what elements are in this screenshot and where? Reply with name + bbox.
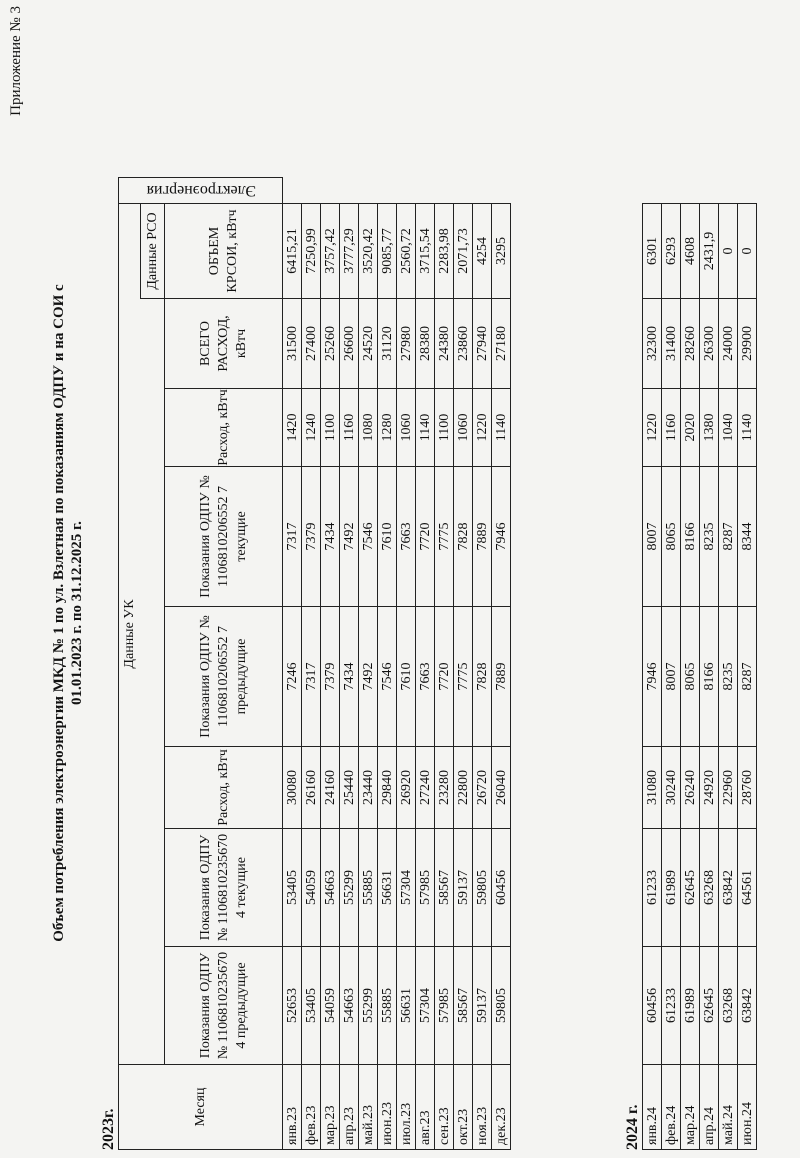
value-cell: 7720 [416,467,435,607]
value-cell: 57304 [416,947,435,1065]
table-row [719,20,738,1150]
value-cell: 61233 [643,829,662,947]
header-total-expense: ВСЕГО РАСХОД, кВтч [165,299,283,389]
value-cell: 54059 [321,947,340,1065]
value-cell: 8344 [738,467,757,607]
month-cell: июн.23 [378,1065,397,1150]
value-cell: 28260 [681,299,700,389]
value-cell: 1060 [397,389,416,467]
value-cell: 6301 [643,204,662,299]
value-cell: 7610 [397,607,416,747]
value-cell: 24000 [719,299,738,389]
value-cell: 7546 [378,607,397,747]
value-cell: 7828 [473,607,492,747]
value-cell: 55885 [359,829,378,947]
value-cell: 63268 [700,829,719,947]
value-cell: 1240 [302,389,321,467]
value-cell: 1140 [492,389,511,467]
value-cell: 26160 [302,747,321,829]
value-cell: 7246 [283,607,302,747]
value-cell: 63842 [719,829,738,947]
title-line-2: 01.01.2023 г. по 31.12.2025 г. [69,521,85,705]
value-cell: 0 [738,204,757,299]
value-cell: 27980 [397,299,416,389]
header-month: Месяц [119,1065,283,1150]
month-cell: окт.23 [454,1065,473,1150]
value-cell: 2071,73 [454,204,473,299]
value-cell: 1060 [454,389,473,467]
value-cell: 1100 [435,389,454,467]
value-cell: 64561 [738,829,757,947]
value-cell: 55299 [359,947,378,1065]
table-row [662,20,681,1150]
header-krsoi-volume: ОБЪЕМ КРСОИ, кВтч [165,204,283,299]
value-cell: 58567 [454,947,473,1065]
value-cell: 3520,42 [359,204,378,299]
value-cell: 7663 [397,467,416,607]
value-cell: 2560,72 [397,204,416,299]
value-cell: 29900 [738,299,757,389]
month-cell: фев.24 [662,1065,681,1150]
value-cell: 57985 [435,947,454,1065]
value-cell: 59805 [492,947,511,1065]
table-row [435,20,454,1150]
value-cell: 55299 [340,829,359,947]
value-cell: 0 [719,204,738,299]
value-cell: 2431,9 [700,204,719,299]
value-cell: 7946 [492,467,511,607]
title-line-1: Объем потребления электроэнергии МКД № 1 по ул. Взлетная по показаниям ОДПУ и на СОИ с [51,284,67,942]
value-cell: 26920 [397,747,416,829]
table-row [454,20,473,1150]
table-row [643,20,662,1150]
value-cell: 61989 [681,947,700,1065]
table-row [321,20,340,1150]
value-cell: 7720 [435,607,454,747]
value-cell: 7775 [435,467,454,607]
month-cell: дек.23 [492,1065,511,1150]
value-cell: 7546 [359,467,378,607]
value-cell: 8065 [681,607,700,747]
value-cell: 52653 [283,947,302,1065]
value-cell: 7250,99 [302,204,321,299]
value-cell: 59805 [473,829,492,947]
month-cell: фев.23 [302,1065,321,1150]
value-cell: 7434 [340,607,359,747]
value-cell: 4254 [473,204,492,299]
value-cell: 23440 [359,747,378,829]
value-cell: 1100 [321,389,340,467]
value-cell: 1280 [378,389,397,467]
value-cell: 24380 [435,299,454,389]
header-odpu2-prev: Показания ОДПУ № 1106810206552 7 предыдущие [165,607,283,747]
table-row [738,20,757,1150]
value-cell: 63268 [719,947,738,1065]
value-cell: 7946 [643,607,662,747]
value-cell: 54663 [340,947,359,1065]
year-2023-label: 2023г. [100,1108,117,1150]
value-cell: 26600 [340,299,359,389]
value-cell: 62645 [700,947,719,1065]
month-cell: май.24 [719,1065,738,1150]
value-cell: 7889 [492,607,511,747]
header-odpu2-expense: Расход, кВтч [165,389,283,467]
value-cell: 32300 [643,299,662,389]
value-cell: 31080 [643,747,662,829]
value-cell: 6415,21 [283,204,302,299]
side-header-electricity: Электроэнергия [119,178,283,204]
value-cell: 8166 [681,467,700,607]
month-cell: апр.23 [340,1065,359,1150]
value-cell: 26240 [681,747,700,829]
table-row [378,20,397,1150]
value-cell: 1040 [719,389,738,467]
value-cell: 60456 [492,829,511,947]
value-cell: 56631 [397,947,416,1065]
value-cell: 8287 [738,607,757,747]
value-cell: 3777,29 [340,204,359,299]
value-cell: 54059 [302,829,321,947]
value-cell: 1160 [340,389,359,467]
table-row [283,20,302,1150]
table-row [359,20,378,1150]
month-cell: ноя.23 [473,1065,492,1150]
year-2024-label: 2024 г. [624,1104,641,1150]
table-row [700,20,719,1150]
value-cell: 7492 [340,467,359,607]
table-row [397,20,416,1150]
value-cell: 61989 [662,829,681,947]
value-cell: 63842 [738,947,757,1065]
value-cell: 22960 [719,747,738,829]
value-cell: 3295 [492,204,511,299]
value-cell: 2020 [681,389,700,467]
value-cell: 53405 [302,947,321,1065]
header-odpu1-prev: Показания ОДПУ № 1106810235670 4 предыдущие [165,947,283,1065]
value-cell: 8007 [643,467,662,607]
value-cell: 7889 [473,467,492,607]
month-cell: сен.23 [435,1065,454,1150]
value-cell: 31500 [283,299,302,389]
value-cell: 29840 [378,747,397,829]
header-odpu1-cur: Показания ОДПУ № 1106810235670 4 текущие [165,829,283,947]
value-cell: 1140 [738,389,757,467]
value-cell: 3757,42 [321,204,340,299]
value-cell: 30080 [283,747,302,829]
value-cell: 7492 [359,607,378,747]
month-cell: июл.23 [397,1065,416,1150]
table-row [681,20,700,1150]
consumption-table-2024 [642,19,757,1150]
value-cell: 59137 [473,947,492,1065]
value-cell: 23860 [454,299,473,389]
value-cell: 1420 [283,389,302,467]
header-rso-group: Данные РСО [141,204,165,299]
value-cell: 8007 [662,607,681,747]
header-odpu1-expense: Расход, кВтч [165,747,283,829]
month-cell: мар.23 [321,1065,340,1150]
month-cell: июн.24 [738,1065,757,1150]
value-cell: 7775 [454,607,473,747]
table-row [473,20,492,1150]
value-cell: 62645 [681,829,700,947]
table-row [340,20,359,1150]
value-cell: 8065 [662,467,681,607]
table-row [302,20,321,1150]
value-cell: 1160 [662,389,681,467]
header-odpu2-cur: Показания ОДПУ № 1106810206552 7 текущие [165,467,283,607]
value-cell: 4608 [681,204,700,299]
value-cell: 26040 [492,747,511,829]
month-cell: май.23 [359,1065,378,1150]
value-cell: 23280 [435,747,454,829]
value-cell: 1220 [643,389,662,467]
value-cell: 7663 [416,607,435,747]
value-cell: 7379 [302,467,321,607]
value-cell: 27180 [492,299,511,389]
value-cell: 1220 [473,389,492,467]
value-cell: 3715,54 [416,204,435,299]
header-uk-group: Данные УК [119,204,141,1065]
value-cell: 57985 [416,829,435,947]
value-cell: 8287 [719,467,738,607]
table-row [492,20,511,1150]
value-cell: 7610 [378,467,397,607]
value-cell: 7317 [302,607,321,747]
value-cell: 26720 [473,747,492,829]
value-cell: 31120 [378,299,397,389]
value-cell: 8235 [700,467,719,607]
value-cell: 1380 [700,389,719,467]
value-cell: 28380 [416,299,435,389]
value-cell: 27240 [416,747,435,829]
value-cell: 59137 [454,829,473,947]
value-cell: 30240 [662,747,681,829]
value-cell: 1080 [359,389,378,467]
value-cell: 7828 [454,467,473,607]
value-cell: 7434 [321,467,340,607]
value-cell: 24520 [359,299,378,389]
value-cell: 28760 [738,747,757,829]
value-cell: 60456 [643,947,662,1065]
value-cell: 24160 [321,747,340,829]
value-cell: 25260 [321,299,340,389]
document-title [50,198,86,1028]
value-cell: 26300 [700,299,719,389]
value-cell: 1140 [416,389,435,467]
month-cell: авг.23 [416,1065,435,1150]
value-cell: 7317 [283,467,302,607]
appendix-label: Приложение № 3 [8,6,24,116]
table-row [416,20,435,1150]
month-cell: янв.23 [283,1065,302,1150]
value-cell: 57304 [397,829,416,947]
value-cell: 58567 [435,829,454,947]
value-cell: 9085,77 [378,204,397,299]
value-cell: 53405 [283,829,302,947]
value-cell: 7379 [321,607,340,747]
value-cell: 27400 [302,299,321,389]
month-cell: апр.24 [700,1065,719,1150]
value-cell: 55885 [378,947,397,1065]
value-cell: 8235 [719,607,738,747]
value-cell: 25440 [340,747,359,829]
value-cell: 6293 [662,204,681,299]
value-cell: 61233 [662,947,681,1065]
value-cell: 31400 [662,299,681,389]
month-cell: мар.24 [681,1065,700,1150]
consumption-table-2023 [118,20,511,1151]
value-cell: 2283,98 [435,204,454,299]
month-cell: янв.24 [643,1065,662,1150]
value-cell: 54663 [321,829,340,947]
value-cell: 8166 [700,607,719,747]
value-cell: 22800 [454,747,473,829]
value-cell: 27940 [473,299,492,389]
value-cell: 56631 [378,829,397,947]
value-cell: 24920 [700,747,719,829]
